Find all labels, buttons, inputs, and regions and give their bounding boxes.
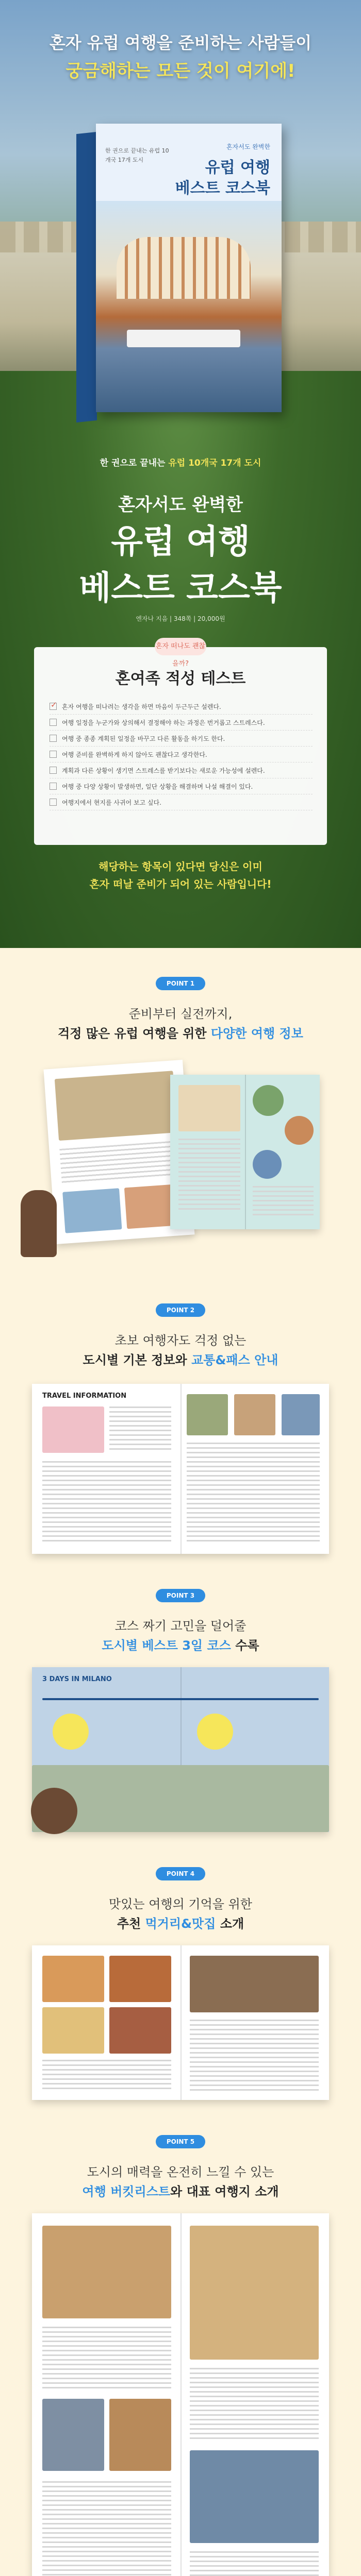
intro-label: 한 권으로 끝내는 유럽 10개국 17개 도시 — [100, 458, 261, 468]
test-item-label: 계획과 다른 상황이 생기면 스트레스를 받기보다는 새로운 가능성에 설렌다. — [62, 767, 265, 774]
hero-subtitle: 혼자서도 완벽한 — [118, 495, 243, 515]
hero-section — [0, 0, 361, 948]
checkbox-icon[interactable] — [50, 783, 57, 790]
test-item-label: 여행 일정을 누군가와 상의해서 결정해야 하는 과정은 번거롭고 스트레스다. — [62, 719, 265, 726]
checkbox-icon[interactable] — [50, 767, 57, 774]
test-item — [50, 699, 313, 715]
point-2-section — [0, 1278, 361, 1566]
book-spine — [76, 132, 97, 422]
test-item-label: 여행지에서 현지를 사귀어 보고 싶다. — [62, 799, 161, 806]
book-blurb: 한 권으로 끝내는 유럽 10개국 17개 도시 — [105, 147, 169, 163]
test-item — [50, 747, 313, 762]
book-title: 유럽 여행 — [205, 159, 270, 177]
point-headline: 도시별 기본 정보와 교통&패스 안내 — [83, 1353, 278, 1367]
point-headline: 도시별 베스트 3일 코스 수록 — [102, 1638, 259, 1653]
test-checklist — [50, 699, 313, 810]
checkbox-icon[interactable] — [50, 735, 57, 742]
test-title: 혼여족 적성 테스트 — [115, 670, 246, 688]
traveler-illustration — [21, 1190, 57, 1257]
hero-title: 유럽 여행 — [111, 523, 250, 561]
book-spread — [32, 1945, 329, 2100]
test-result: 해당하는 항목이 있다면 당신은 이미 — [99, 860, 262, 873]
point-3-section — [0, 1566, 361, 1844]
point-line: 준비부터 실전까지, — [128, 1007, 233, 1021]
book-cover — [76, 124, 285, 422]
point-badge: POINT 3 — [156, 1589, 205, 1602]
spread-heading: TRAVEL INFORMATION — [42, 1392, 127, 1400]
checkbox-icon[interactable] — [50, 719, 57, 726]
test-item-label: 혼자 여행을 떠나려는 생각을 하면 마음이 두근두근 설렌다. — [62, 703, 221, 710]
point-line: 맛있는 여행의 기억을 위한 — [109, 1897, 252, 1911]
point-line: 코스 짜기 고민을 덜어줄 — [114, 1619, 247, 1633]
point-headline: 추천 먹거리&맛집 소개 — [117, 1917, 244, 1931]
hero-tagline-highlight: 궁금해하는 모든 것이 여기에! — [65, 61, 296, 81]
spread-heading: 3 DAYS IN MILANO — [42, 1675, 112, 1683]
test-item — [50, 715, 313, 731]
hero-tagline: 혼자 유럽 여행을 준비하는 사람들이 — [49, 33, 312, 53]
test-item — [50, 762, 313, 778]
checkbox-icon[interactable] — [50, 703, 57, 710]
test-item — [50, 794, 313, 810]
book-spread — [32, 2213, 329, 2576]
traveler-illustration — [31, 1788, 77, 1834]
book-subtitle: 혼자서도 완벽한 — [226, 143, 270, 150]
book-spread — [170, 1075, 320, 1229]
point-1-section — [0, 948, 361, 1278]
point-4-section — [0, 1844, 361, 2112]
intro-highlight: 유럽 10개국 17개 도시 — [168, 458, 261, 468]
cover-photo — [96, 201, 282, 412]
point-badge: POINT 5 — [156, 2135, 205, 2148]
point-line: 초보 여행자도 걱정 없는 — [114, 1333, 247, 1348]
point-badge: POINT 2 — [156, 1303, 205, 1317]
point-headline: 걱정 많은 유럽 여행을 위한 다양한 여행 정보 — [58, 1026, 303, 1041]
point-badge: POINT 1 — [156, 977, 205, 990]
test-item-label: 여행 중 종종 계획된 일정을 바꾸고 다른 활동을 하기도 한다. — [62, 735, 225, 742]
book-spread — [32, 1384, 329, 1554]
aptitude-test-card — [34, 642, 327, 845]
publication-info: 엔자나 지음 | 348쪽 | 20,000원 — [136, 615, 225, 622]
hero-title-2: 베스트 코스북 — [79, 569, 282, 607]
test-item — [50, 778, 313, 794]
checkbox-icon[interactable] — [50, 799, 57, 806]
point-badge: POINT 4 — [156, 1867, 205, 1880]
book-front — [96, 124, 282, 412]
checkbox-icon[interactable] — [50, 751, 57, 758]
point-headline: 여행 버킷리스트와 대표 여행지 소개 — [82, 2184, 279, 2199]
book-title-2: 베스트 코스북 — [175, 179, 270, 197]
test-item-label: 여행 중 다양 상황이 발생하면, 일단 상황을 해결하며 나설 해결이 있다. — [62, 783, 253, 790]
test-item-label: 여행 준비를 완벽하게 하지 않아도 괜찮다고 생각한다. — [62, 751, 207, 758]
test-item — [50, 731, 313, 747]
test-pill: 혼자 떠나도 괜찮을까? — [155, 638, 206, 655]
point-5-section — [0, 2112, 361, 2576]
point-line: 도시의 매력을 온전히 느낄 수 있는 — [87, 2165, 274, 2179]
test-result-2: 혼자 떠날 준비가 되어 있는 사람입니다! — [89, 878, 272, 890]
